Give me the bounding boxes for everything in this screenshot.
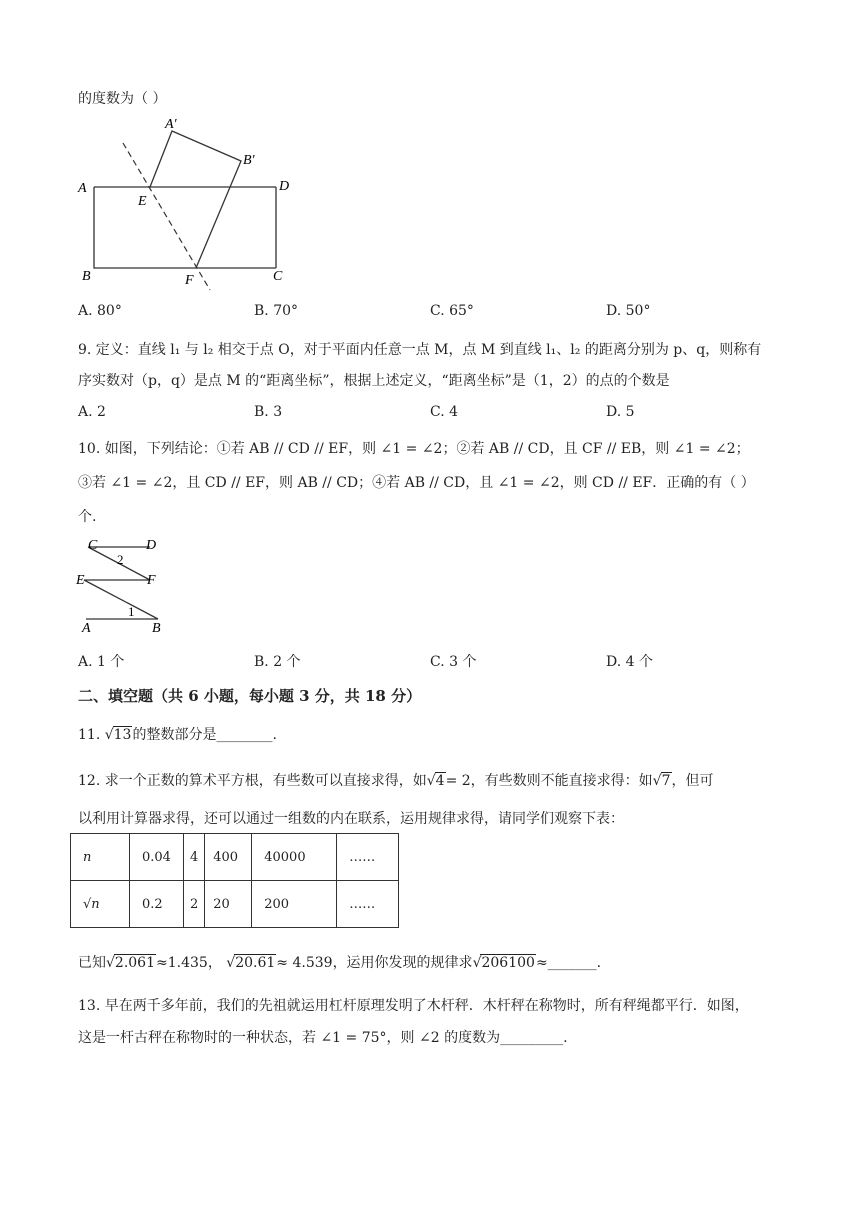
q12-sqrt-icon-2: √ <box>652 773 662 789</box>
fig10-label-1: 1 <box>128 604 135 619</box>
table-cell: 2 <box>183 881 204 928</box>
table-cell: …… <box>337 881 399 928</box>
q9-option-c: C. 4 <box>430 404 459 420</box>
fig10-label-e: E <box>76 573 85 588</box>
q12-ex2-radicand: 7 <box>661 773 671 789</box>
label-b-prime: B′ <box>243 153 255 168</box>
label-a-prime: A′ <box>165 117 177 132</box>
table-cell: 20 <box>205 881 252 928</box>
fig10-label-d: D <box>146 538 157 553</box>
q8-option-d: D. 50° <box>606 303 651 319</box>
table-cell: 400 <box>205 834 252 881</box>
label-b: B <box>82 269 91 284</box>
table-row <box>71 881 399 928</box>
fig10-label-c: C <box>88 538 98 553</box>
fig10-label-a: A <box>82 621 91 636</box>
q12-given-a: 已知 <box>78 955 106 971</box>
table-row <box>71 834 399 881</box>
q12-sqrt-icon-4: √ <box>226 955 236 971</box>
table-cell: n <box>71 834 130 881</box>
q9-line-2: 序实数对（p，q）是点 M 的“距离坐标”，根据上述定义，“距离坐标”是（1，2）的点的个数是 <box>78 373 670 389</box>
label-d: D <box>279 179 290 194</box>
q9-line-1: 9. 定义：直线 l₁ 与 l₂ 相交于点 O，对于平面内任意一点 M，点 M 到直线 l₁、l₂ 的距离分别为 p、q，则称有 <box>78 342 762 358</box>
q10-line-2: ③若 ∠1 = ∠2，且 CD // EF，则 AB // CD；④若 AB // CD，且 ∠1 = ∠2，则 CD // EF．正确的有（ ） <box>78 475 755 491</box>
q12-table <box>70 833 399 928</box>
label-c: C <box>273 269 283 284</box>
q13-line-2: 这是一杆古秤在称物时的一种状态，若 ∠1 = 75°，则 ∠2 的度数为_________. <box>78 1030 568 1046</box>
table-cell: 0.04 <box>130 834 184 881</box>
q12-line-1-c: ，但可 <box>671 773 714 789</box>
q10-line-1: 10. 如图，下列结论：①若 AB // CD // EF，则 ∠1 = ∠2；②若 AB // CD，且 CF // EB，则 ∠1 = ∠2； <box>78 441 750 457</box>
q12-line-1-a: 12. 求一个正数的算术平方根，有些数可以直接求得，如 <box>78 773 427 789</box>
fig10-label-f: F <box>147 573 156 588</box>
q12-line-1-b: ，有些数则不能直接求得：如 <box>470 773 653 789</box>
q8-option-c: C. 65° <box>430 303 474 319</box>
q11-text: 的整数部分是________. <box>132 727 277 743</box>
q12-ex1-rest: = 2 <box>445 773 471 789</box>
q12-ex1-radicand: 4 <box>435 773 445 789</box>
table-cell: …… <box>337 834 399 881</box>
q8-option-a: A. 80° <box>78 303 122 319</box>
q12-sqrt-icon-3: √ <box>106 955 115 971</box>
q12-line-2: 以利用计算器求得，还可以通过一组数的内在联系，运用规律求得，请同学们观察下表： <box>78 811 624 827</box>
q11-num: 11. <box>78 727 101 743</box>
table-cell: 40000 <box>252 834 337 881</box>
q12-g2-value: ≈ 4.539 <box>276 955 333 971</box>
q8-figure <box>70 110 310 295</box>
q12-given-line <box>78 952 601 972</box>
q12-g3-value: ≈_______. <box>535 955 602 971</box>
section-2-title: 二、填空题（共 6 小题，每小题 3 分，共 18 分） <box>78 687 422 705</box>
table-cell: 0.2 <box>130 881 184 928</box>
label-a: A <box>78 181 87 196</box>
q10-line-3: 个. <box>78 509 97 525</box>
q9-option-a: A. 2 <box>78 404 106 420</box>
table-cell: 4 <box>183 834 204 881</box>
q8-stem-end: 的度数为（ ） <box>78 91 167 107</box>
q12-sqrt-icon-5: √ <box>472 955 482 971</box>
q10-option-b: B. 2 个 <box>254 654 301 670</box>
q12-line-1 <box>78 770 714 790</box>
q10-option-c: C. 3 个 <box>430 654 477 670</box>
q9-option-d: D. 5 <box>606 404 635 420</box>
label-e: E <box>138 194 147 209</box>
q10-option-d: D. 4 个 <box>606 654 653 670</box>
table-cell: √n <box>71 881 130 928</box>
q12-g3-radicand: 206100 <box>481 955 535 971</box>
q12-g1-value: ≈1.435， <box>156 955 222 971</box>
q10-option-a: A. 1 个 <box>78 654 125 670</box>
q11-sqrt-icon: √ <box>104 727 114 743</box>
q11-radicand: 13 <box>113 727 132 743</box>
q10-figure <box>74 534 174 636</box>
table-cell: 200 <box>252 881 337 928</box>
q11 <box>78 724 277 744</box>
q12-g1-radicand: 2.061 <box>114 955 156 971</box>
q12-g2-radicand: 20.61 <box>235 955 276 971</box>
q12-sqrt-icon: √ <box>426 773 436 789</box>
fig10-label-b: B <box>152 621 161 636</box>
fig10-label-2: 2 <box>117 552 124 567</box>
q9-option-b: B. 3 <box>254 404 283 420</box>
q13-line-1: 13. 早在两千多年前，我们的先祖就运用杠杆原理发明了木杆秤．木杆秤在称物时，所有秤绳都平行．如图， <box>78 998 749 1014</box>
label-f: F <box>185 273 194 288</box>
q8-option-b: B. 70° <box>254 303 299 319</box>
q12-given-b: ，运用你发现的规律求 <box>332 955 473 971</box>
